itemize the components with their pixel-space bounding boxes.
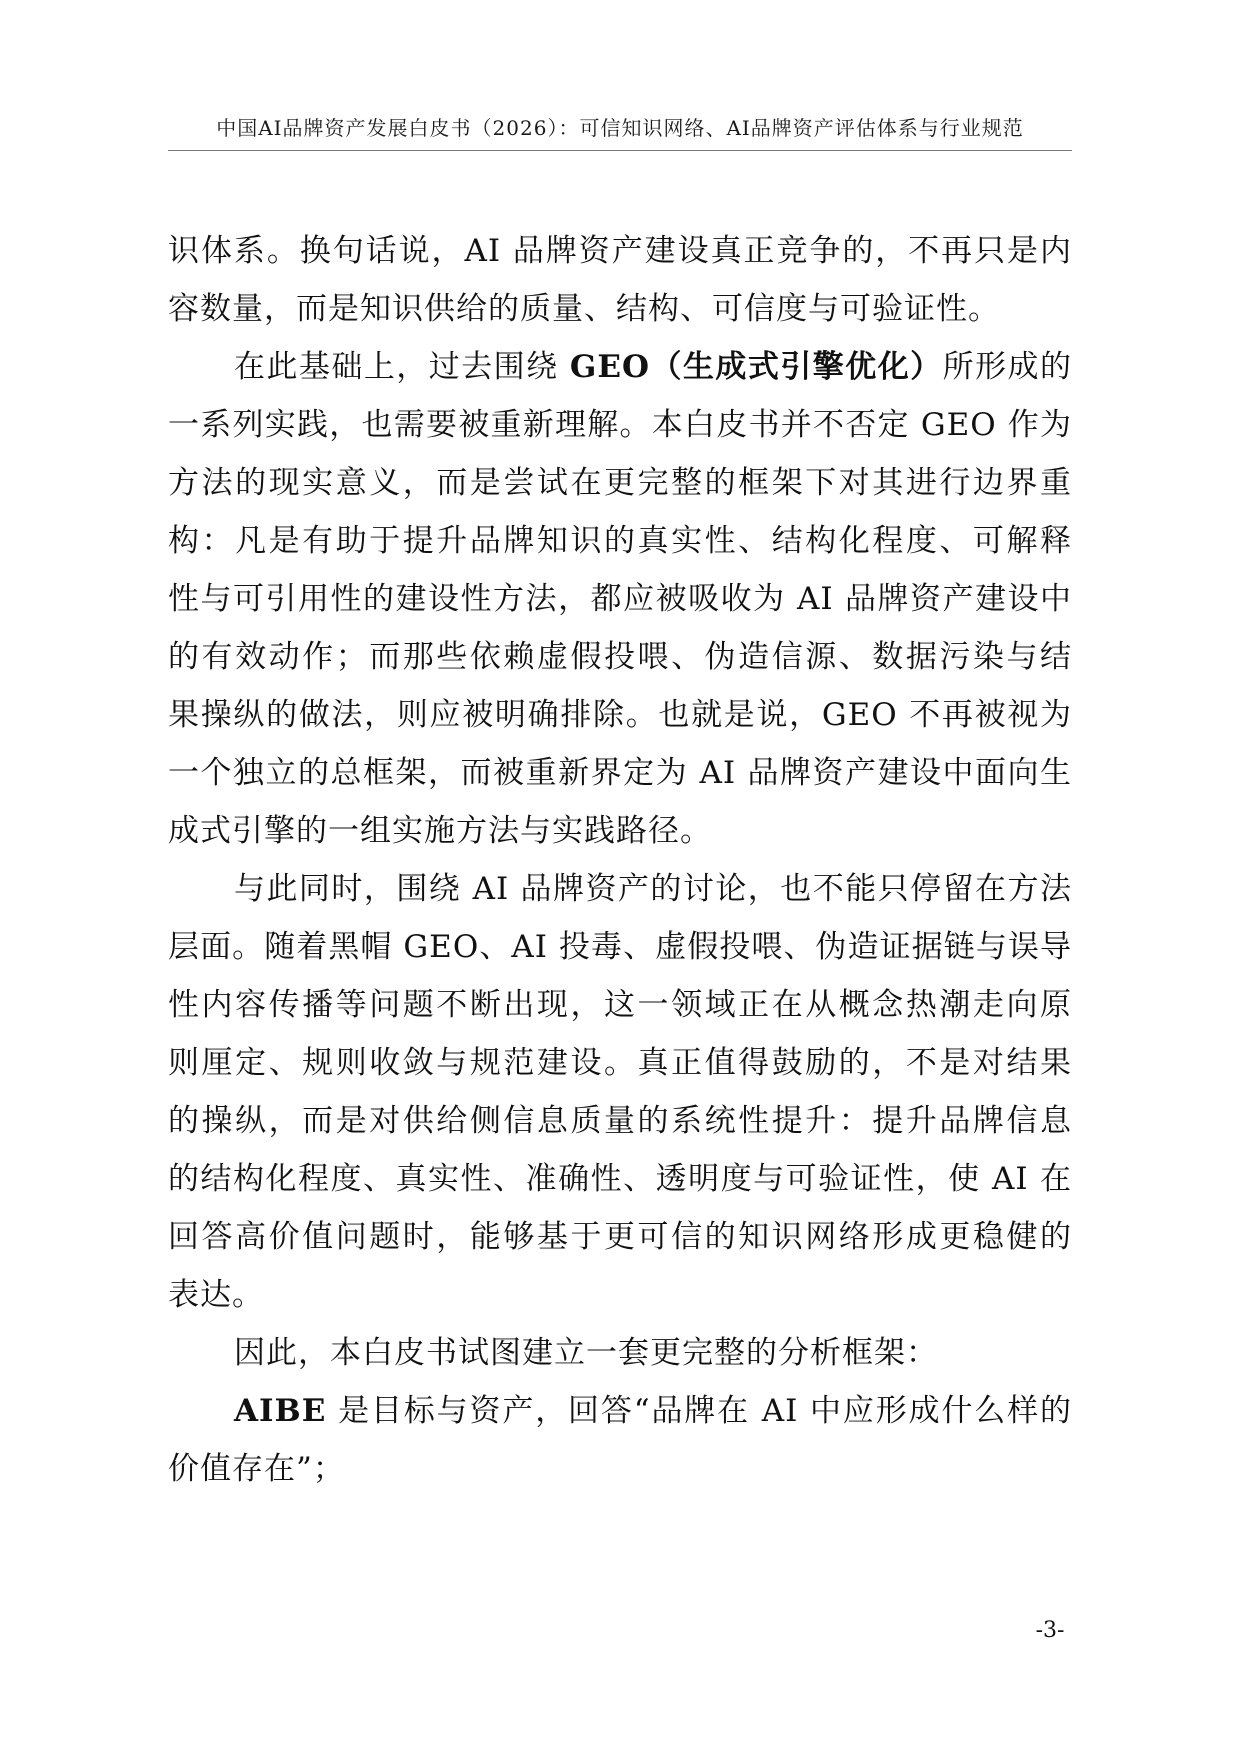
body-text [168, 222, 1072, 1498]
text-line: 方法的现实意义，而是尝试在更完整的框架下对其进行边界重 [168, 465, 1072, 501]
text-line: 一个独立的总框架，而被重新界定为 AI 品牌资产建设中面向生 [168, 755, 1072, 791]
header-divider [168, 150, 1072, 151]
text-line: 层面。随着黑帽 GEO、AI 投毒、虚假投喂、伪造证据链与误导 [168, 929, 1072, 965]
text-line: 的有效动作；而那些依赖虚假投喂、伪造信源、数据污染与结 [168, 639, 1072, 675]
text-line: 成式引擎的一组实施方法与实践路径。 [168, 813, 712, 849]
text-line [168, 1382, 1072, 1440]
bold-term: GEO（生成式引擎优化） [569, 349, 943, 385]
paragraph [168, 1382, 1072, 1498]
text-line: 果操纵的做法，则应被明确排除。也就是说，GEO 不再被视为 [168, 697, 1072, 733]
paragraph [168, 1324, 1072, 1382]
text-line: 回答高价值问题时，能够基于更可信的知识网络形成更稳健的 [168, 1219, 1072, 1255]
text-line: 则厘定、规则收敛与规范建设。真正值得鼓励的，不是对结果 [168, 1045, 1072, 1081]
text-line: 因此，本白皮书试图建立一套更完整的分析框架： [234, 1335, 938, 1371]
bold-term: AIBE [234, 1393, 327, 1429]
paragraph [168, 860, 1072, 1324]
text-line: 一系列实践，也需要被重新理解。本白皮书并不否定 GEO 作为 [168, 407, 1072, 443]
text-line: 构：凡是有助于提升品牌知识的真实性、结构化程度、可解释 [168, 523, 1072, 559]
text-line: 表达。 [168, 1277, 264, 1313]
text-run: 在此基础上，过去围绕 [234, 349, 570, 385]
page-number: -3- [1035, 1618, 1065, 1643]
running-header: 中国AI品牌资产发展白皮书（2026）：可信知识网络、AI品牌资产评估体系与行业规范 [216, 116, 1024, 140]
text-line [168, 338, 1072, 396]
paragraph [168, 338, 1072, 860]
text-line: 价值存在”； [168, 1451, 345, 1487]
text-line: 与此同时，围绕 AI 品牌资产的讨论，也不能只停留在方法 [234, 871, 1072, 907]
text-line: 性内容传播等问题不断出现，这一领域正在从概念热潮走向原 [168, 987, 1072, 1023]
text-run: 所形成的 [942, 349, 1073, 385]
text-run: 是目标与资产，回答“品牌在 AI 中应形成什么样的 [326, 1393, 1072, 1429]
text-line: 性与可引用性的建设性方法，都应被吸收为 AI 品牌资产建设中 [168, 581, 1072, 617]
text-line: 的结构化程度、真实性、准确性、透明度与可验证性，使 AI 在 [168, 1161, 1072, 1197]
text-line: 识体系。换句话说，AI 品牌资产建设真正竞争的，不再只是内 [168, 233, 1072, 269]
paragraph [168, 222, 1072, 338]
text-line: 容数量，而是知识供给的质量、结构、可信度与可验证性。 [168, 291, 1000, 327]
text-line: 的操纵，而是对供给侧信息质量的系统性提升：提升品牌信息 [168, 1103, 1072, 1139]
